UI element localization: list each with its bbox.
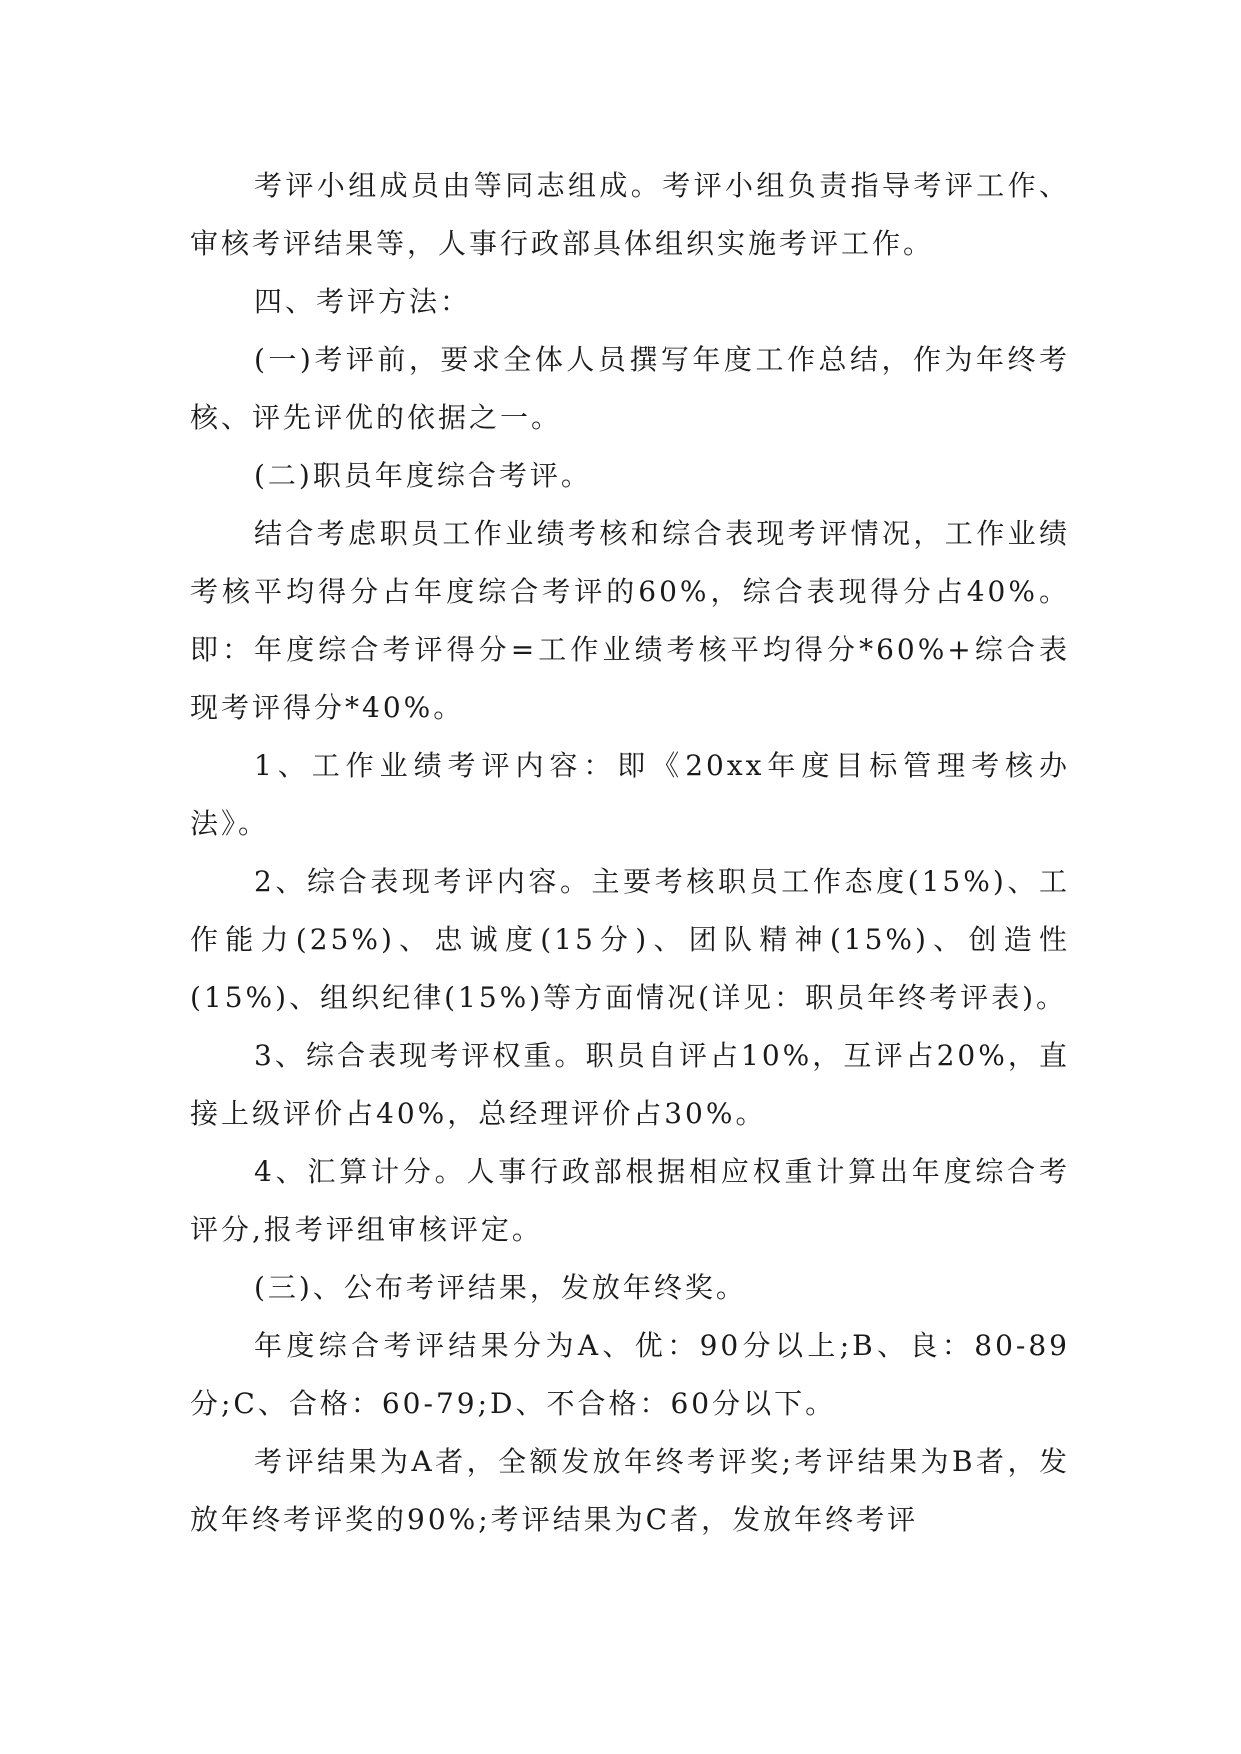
paragraph: (一)考评前，要求全体人员撰写年度工作总结，作为年终考核、评先评优的依据之一。 (190, 343, 1070, 434)
paragraph: 结合考虑职员工作业绩考核和综合表现考评情况，工作业绩考核平均得分占年度综合考评的60%，综合表现得分占40%。即：年度综合考评得分=工作业绩考核平均得分*60%+综合表现考评得分*40%。 (190, 517, 1070, 724)
paragraph: 1、工作业绩考评内容：即《20xx年度目标管理考核办法》。 (190, 749, 1070, 840)
paragraph: 考评结果为A者，全额发放年终考评奖;考评结果为B者，发放年终考评奖的90%;考评结果为C者，发放年终考评 (190, 1445, 1070, 1536)
paragraph: 3、综合表现考评权重。职员自评占10%，互评占20%，直接上级评价占40%，总经理评价占30%。 (190, 1039, 1070, 1130)
document-body (190, 157, 1070, 1549)
paragraph: 4、汇算计分。人事行政部根据相应权重计算出年度综合考评分,报考评组审核评定。 (190, 1155, 1070, 1246)
paragraph: 2、综合表现考评内容。主要考核职员工作态度(15%)、工作能力(25%)、忠诚度(15分)、团队精神(15%)、创造性(15%)、组织纪律(15%)等方面情况(详见：职员年终考评表)。 (190, 865, 1070, 1014)
paragraph: 考评小组成员由等同志组成。考评小组负责指导考评工作、审核考评结果等，人事行政部具体组织实施考评工作。 (190, 169, 1070, 260)
subsection-heading: (二)职员年度综合考评。 (254, 459, 592, 492)
paragraph: 年度综合考评结果分为A、优：90分以上;B、良：80-89分;C、合格：60-79;D、不合格：60分以下。 (190, 1329, 1070, 1420)
subsection-heading: (三)、公布考评结果，发放年终奖。 (254, 1271, 747, 1304)
section-heading: 四、考评方法： (254, 285, 472, 318)
